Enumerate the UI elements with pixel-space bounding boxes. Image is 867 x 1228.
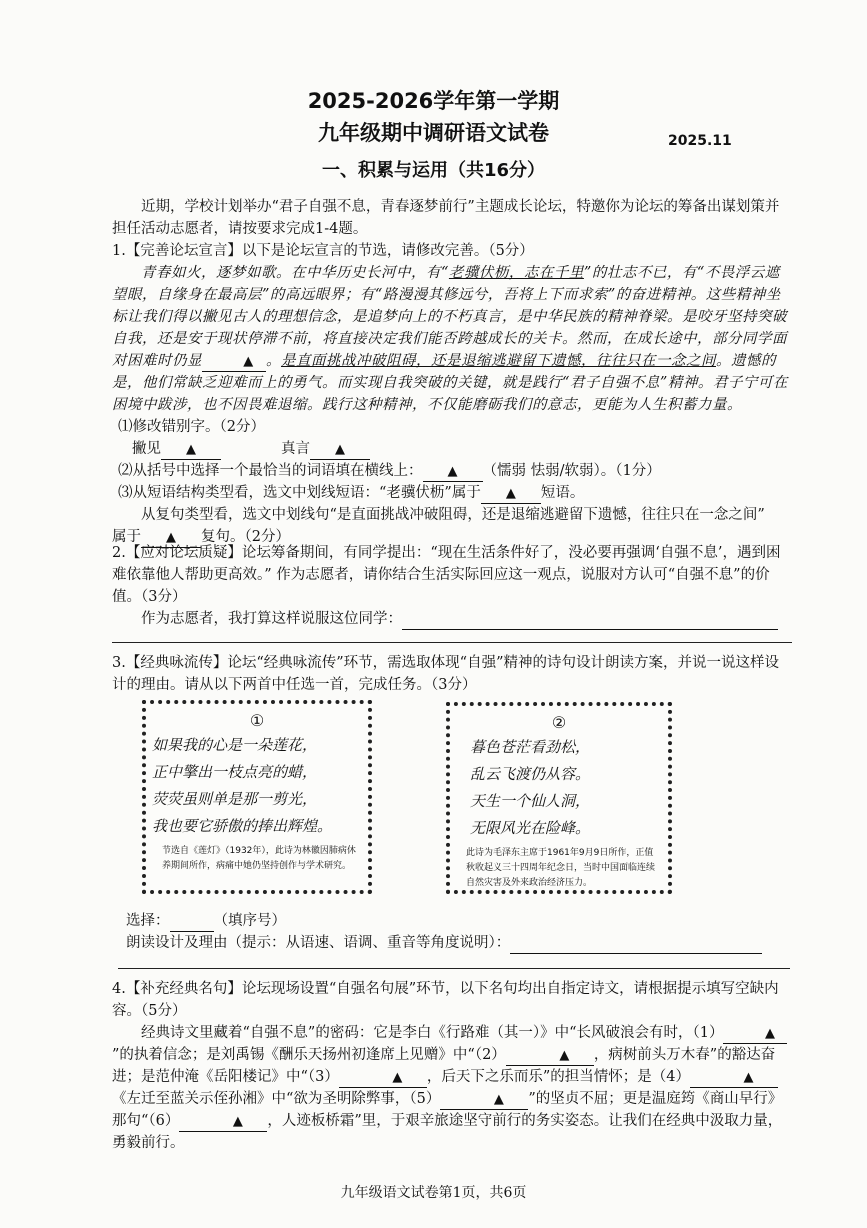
poem-2-line: 暮色苍茫看劲松， xyxy=(470,738,591,756)
blank-marker: ▲ xyxy=(166,530,176,545)
exam-title-line2: 九年级期中调研语文试卷 xyxy=(318,121,549,145)
section-heading: 一、积累与运用（共16分） xyxy=(321,160,546,181)
q1-sub1-words xyxy=(112,438,792,460)
q4-text-4: ，后天下之乐而乐”的担当情怀；是（4） xyxy=(426,1069,691,1085)
q1-sub3 xyxy=(112,482,792,504)
q1-passage-b: ”的壮志不已，有“不畏浮云遮望眼，自缘身在最高层”的高远眼界；有“路漫漫其修远兮，吾将上下而求索”的奋进精神。这些精神坐标让我们得以撇见古人的理想信念，是追梦向上的不朽真言，是中华民族的精神脊梁。是咬牙坚持突破自我，还是安于现状停滞不前，将直接决定我们能否跨越成长的关卡。然而，在成长途中，部分同学面对困难时仍显 xyxy=(112,265,787,369)
q2-stem: 2.【应对论坛质疑】论坛筹备期间，有同学提出：“现在生活条件好了，没必要再强调‘自强不息’，遇到困难依靠他人帮助更高效。” 作为志愿者，请你结合生活实际回应这一观点，说服对方认可“自强不息”的价值。（3分） xyxy=(112,545,781,605)
blank-marker: ▲ xyxy=(243,354,254,369)
q1-sub4: 从复句类型看，选文中划线句“是直面挑战冲破阻碍，还是退缩逃避留下遗憾，往往只在一念之间” xyxy=(141,507,765,523)
exam-date: 2025.11 xyxy=(668,133,732,149)
q1-sub2-text: ⑵从括号中选择一个最恰当的词语填在横线上： xyxy=(118,463,423,479)
q4-stem: 4.【补充经典名句】论坛现场设置“自强名句展”环节，以下名句均出自指定诗文，请根据提示填写空缺内容。（5分） xyxy=(112,981,779,1019)
poem-1-line: 荧荧虽则单是那一剪光， xyxy=(152,790,318,808)
question-3 xyxy=(112,652,792,696)
poem-2-number: ② xyxy=(551,713,567,732)
q4-text-2: ”的执着信念；是刘禹锡《酬乐天扬州初逢席上见赠》中“（2） xyxy=(112,1047,506,1063)
q2-answer-rule[interactable] xyxy=(112,642,792,643)
blank-marker: ▲ xyxy=(764,1026,775,1041)
poem-2-line: 天生一个仙人洞， xyxy=(470,792,591,810)
poem-box-2 xyxy=(446,702,672,894)
q3-choice-label: 选择： xyxy=(126,913,170,929)
blank-marker: ▲ xyxy=(559,1048,570,1063)
q4-blank-4[interactable] xyxy=(690,1068,778,1088)
q1-stem: 1.【完善论坛宣言】以下是论坛宣言的节选，请修改完善。（5分） xyxy=(112,243,534,259)
word-1-blank[interactable] xyxy=(161,440,221,460)
blank-marker: ▲ xyxy=(743,1070,754,1085)
question-1 xyxy=(112,240,792,548)
q3-answers xyxy=(126,910,792,954)
q4-passage xyxy=(112,1022,792,1154)
poem-2-line: 乱云飞渡仍从容。 xyxy=(470,765,591,783)
blank-marker: ▲ xyxy=(232,1114,243,1129)
q4-text-7: ，人迹板桥霜”里，于艰辛旅途坚守前行的务实姿态。让我们在经典中汲取力量，勇毅前行。 xyxy=(112,1113,783,1151)
q4-text-6: ”的坚贞不屈；更是温庭筠《商山早行》那句“（6） xyxy=(112,1091,783,1129)
q4-blank-1[interactable] xyxy=(723,1024,787,1044)
blank-marker: ▲ xyxy=(447,464,458,479)
q3-design-field[interactable] xyxy=(510,937,762,954)
question-2 xyxy=(112,542,792,630)
q1-passage xyxy=(112,262,792,416)
q2-answer-field[interactable] xyxy=(402,613,778,630)
q3-choice-hint: （填序号） xyxy=(213,913,286,929)
q1-passage-c: 。 xyxy=(266,353,281,369)
word-1: 撇见 xyxy=(132,441,161,457)
word-2: 真言 xyxy=(281,441,310,457)
q4-text-3: ，病树前头万木春”的豁达奋进；是范仲淹《岳阳楼记》中“（3） xyxy=(112,1047,776,1085)
q2-answer-prompt: 作为志愿者，我打算这样说服这位同学： xyxy=(141,611,402,627)
word-2-blank[interactable] xyxy=(310,440,370,460)
q1-sub2 xyxy=(112,460,792,482)
q1-sub2-blank[interactable] xyxy=(423,462,483,482)
q1-sub4-suffix: 复句。（2分） xyxy=(201,529,290,545)
q1-sub1: ⑴修改错别字。（2分） xyxy=(118,419,265,435)
q1-sub3-blank[interactable] xyxy=(481,484,541,504)
poem-1-line: 我也要它骄傲的捧出辉煌。 xyxy=(152,817,333,835)
blank-marker: ▲ xyxy=(493,1092,504,1107)
poem-1-number: ① xyxy=(249,711,265,730)
q3-choice-field[interactable] xyxy=(170,915,214,932)
blank-marker: ▲ xyxy=(186,442,196,457)
q3-design-prompt: 朗读设计及理由（提示：从语速、语调、重音等角度说明）： xyxy=(126,935,511,951)
poem-1-note: 节选自《莲灯》（1932年），此诗为林徽因肺病休养期间所作，病痛中她仍坚持创作与学术研究。 xyxy=(162,846,356,871)
blank-marker: ▲ xyxy=(335,442,345,457)
question-4 xyxy=(112,978,792,1154)
q4-blank-2[interactable] xyxy=(506,1046,594,1066)
blank-marker: ▲ xyxy=(392,1070,403,1085)
q1-sub3-text: ⑶从短语结构类型看，选文中划线短语：“老骥伏枥”属于 xyxy=(118,485,481,501)
q3-stem: 3.【经典咏流传】论坛“经典咏流传”环节，需选取体现“自强”精神的诗句设计朗读方案，并说一说这样设计的理由。请从以下两首中任选一首，完成任务。（3分） xyxy=(112,655,779,693)
q1-passage-a: 青春如火，逐梦如歌。在中华历史长河中，有“ xyxy=(141,265,449,281)
poem-2-note: 此诗为毛泽东主席于1961年9月9日所作，正值秋收起义三十四周年纪念日，当时中国面临连续自然灾害及外来政治经济压力。 xyxy=(466,848,656,888)
q4-text-5: 《左迁至蓝关示侄孙湘》中“欲为圣明除弊事，（5） xyxy=(112,1091,441,1107)
q1-underlined-sentence: 是直面挑战冲破阻碍，还是退缩逃避留下遗憾，往往只在一念之间 xyxy=(281,353,716,369)
q1-sub2-options: （懦弱 怯弱/软弱）。（1分） xyxy=(482,463,661,479)
blank-marker: ▲ xyxy=(505,486,516,501)
q4-blank-5[interactable] xyxy=(440,1090,528,1110)
poem-box-1 xyxy=(142,700,372,894)
q4-text-1: 经典诗文里藏着“自强不息”的密码：它是李白《行路难（其一）》中“长风破浪会有时，（1） xyxy=(141,1025,724,1041)
q1-blank-fill[interactable] xyxy=(202,352,266,372)
page-footer: 九年级语文试卷第1页，共6页 xyxy=(340,1185,527,1201)
q3-answer-rule[interactable] xyxy=(118,968,790,969)
q4-blank-6[interactable] xyxy=(179,1112,267,1132)
poem-1-line: 如果我的心是一朵莲花， xyxy=(152,736,318,754)
exam-title-line1: 2025-2026学年第一学期 xyxy=(307,89,560,113)
q4-blank-3[interactable] xyxy=(339,1068,427,1088)
q1-underlined-phrase: 老骥伏枥，志在千里 xyxy=(448,265,584,281)
intro-text: 近期，学校计划举办“君子自强不息，青春逐梦前行”主题成长论坛，特邀你为论坛的筹备出谋划策并担任活动志愿者，请按要求完成1-4题。 xyxy=(112,199,780,237)
poem-1-line: 正中擎出一枝点亮的蜡， xyxy=(152,763,318,781)
q1-passage-d: 。遗憾的是，他们常缺乏迎难而上的勇气。而实现自我突破的关键，就是践行“君子自强不息”精神。君子宁可在困境中跋涉，也不因畏难退缩。践行这种精神，不仅能磨砺我们的意志，更能为人生积蓄力量。 xyxy=(112,353,788,413)
q2-answer-line xyxy=(112,608,792,630)
q1-sub4-prefix: 属于 xyxy=(112,529,141,545)
q3-design-line xyxy=(126,932,792,954)
intro-paragraph xyxy=(112,196,792,240)
q1-sub3-suffix: 短语。 xyxy=(540,485,585,501)
poem-2-line: 无限风光在险峰。 xyxy=(470,819,591,837)
q3-choice-line xyxy=(126,910,792,932)
